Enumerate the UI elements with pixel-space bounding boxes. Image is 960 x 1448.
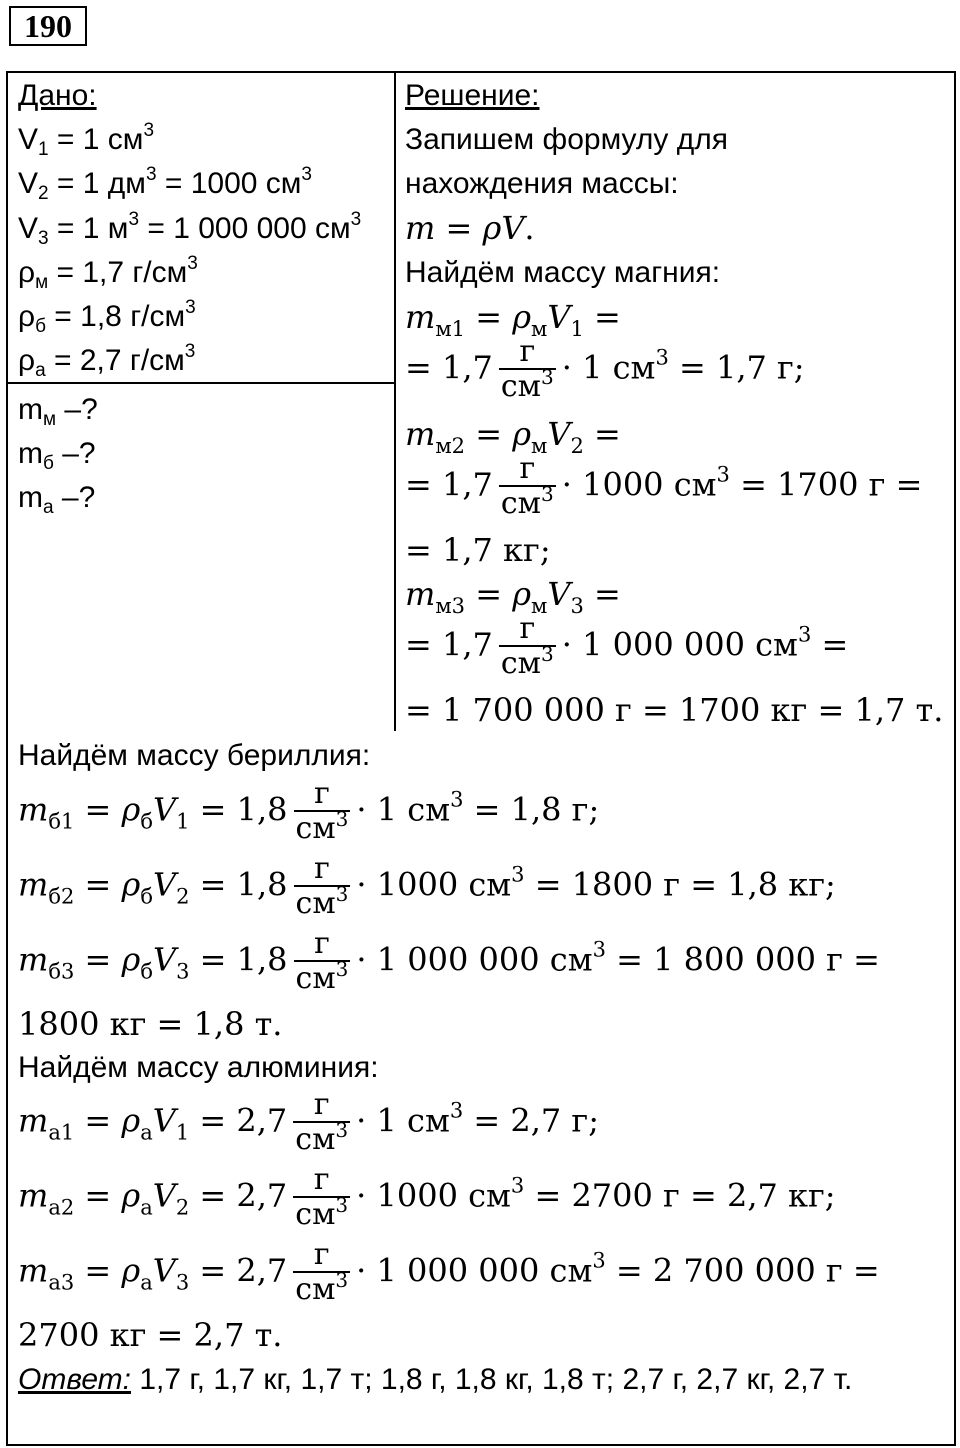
given-v3: $V_3 = 1$ $м^3 = 1$ 000 000 $см^3$ [18,209,362,249]
solution-line-1: Запишем формулу для [405,123,728,156]
mass-formula: m = ρV. [405,209,535,247]
find-m-b: $m_б$ –? [18,437,96,474]
given-find-divider [6,382,395,384]
fraction-g-cm3: $\frac{г}{см^3}$ [500,611,554,681]
aluminium-a3: $m_{а3} = \rho_аV_3 = 2,7$ $\frac{г}{см^3}$ · 1 000 000 $см^3 = 2$ 700 000 г = [18,1237,880,1307]
beryllium-b3: $m_{б3} = \rho_бV_3 = 1,8$ $\frac{г}{см^3}$ · 1 000 000 $см^3 = 1$ 800 000 г = [18,926,880,996]
magnesium-m2-cont: = 1,7 кг; [405,531,551,569]
given-rho-b: $\rho_б = 1,8$ $г/см^3$ [18,297,196,337]
fraction-g-cm3: $\frac{г}{см^3}$ [500,451,554,521]
beryllium-b3-cont: 1800 кг = 1,8 т. [18,1005,283,1043]
magnesium-m3-calc: = 1,7 $\frac{г}{см^3}$ · 1 000 000 $см^3$ = [405,611,849,681]
beryllium-b2: $m_{б2} = \rho_бV_2 = 1,8$ $\frac{г}{см^3}$ · 1000 $см^3 = 1800$ г = 1,8 кг; [18,851,836,921]
given-rho-a: $\rho_а = 2,7$ $г/см^3$ [18,341,196,381]
fraction-g-cm3: $\frac{г}{см^3}$ [295,1162,349,1232]
fraction-g-cm3: $\frac{г}{см^3}$ [295,926,349,996]
problem-number: 190 [9,6,87,46]
magnesium-m1-calc: = 1,7 $\frac{г}{см^3}$ · 1 $см^3 = 1,7$ г; [405,334,805,404]
fraction-g-cm3: $\frac{г}{см^3}$ [295,1237,349,1307]
find-m-a: $m_а$ –? [18,481,96,518]
aluminium-heading: Найдём массу алюминия: [18,1051,379,1084]
answer-text: 1,7 г, 1,7 кг, 1,7 т; 1,8 г, 1,8 кг, 1,8 т; 2,7 г, 2,7 кг, 2,7 т. [131,1363,853,1396]
magnesium-m2-calc: = 1,7 $\frac{г}{см^3}$ · 1000 $см^3 = 1700$ г = [405,451,923,521]
magnesium-heading: Найдём массу магния: [405,256,721,289]
beryllium-b1: $m_{б1} = \rho_бV_1 = 1,8$ $\frac{г}{см^3}$ · 1 $см^3 = 1,8$ г; [18,776,600,846]
given-v2: $V_2 = 1$ $дм^3 = 1000$ $см^3$ [18,164,312,204]
answer-line [18,1362,852,1398]
fraction-g-cm3: $\frac{г}{см^3}$ [295,1087,349,1157]
aluminium-a2: $m_{а2} = \rho_аV_2 = 2,7$ $\frac{г}{см^3}$ · 1000 $см^3 = 2700$ г = 2,7 кг; [18,1162,836,1232]
given-v1: $V_1 = 1$ $см^3$ [18,120,155,160]
fraction-g-cm3: $\frac{г}{см^3}$ [295,851,349,921]
find-m-m: $m_м$ –? [18,393,98,430]
fraction-g-cm3: $\frac{г}{см^3}$ [500,334,554,404]
solution-line-2: нахождения массы: [405,167,679,200]
given-heading: Дано: [18,79,97,112]
aluminium-a3-cont: 2700 кг = 2,7 т. [18,1316,283,1354]
magnesium-m2-lhs: $m_{м2} = \rho_мV_2$ = [405,415,621,458]
fraction-g-cm3: $\frac{г}{см^3}$ [295,776,349,846]
answer-label: Ответ: [18,1363,131,1396]
magnesium-m1-lhs: $m_{м1} = \rho_мV_1$ = [405,298,621,341]
beryllium-heading: Найдём массу бериллия: [18,739,371,772]
column-divider [394,71,396,731]
magnesium-m3-cont: = 1 700 000 г = 1700 кг = 1,7 т. [405,691,944,729]
aluminium-a1: $m_{а1} = \rho_аV_1 = 2,7$ $\frac{г}{см^3}$ · 1 $см^3 = 2,7$ г; [18,1087,599,1157]
given-rho-m: $\rho_м = 1,7$ $г/см^3$ [18,253,198,293]
solution-heading: Решение: [405,79,540,112]
magnesium-m3-lhs: $m_{м3} = \rho_мV_3$ = [405,575,621,618]
